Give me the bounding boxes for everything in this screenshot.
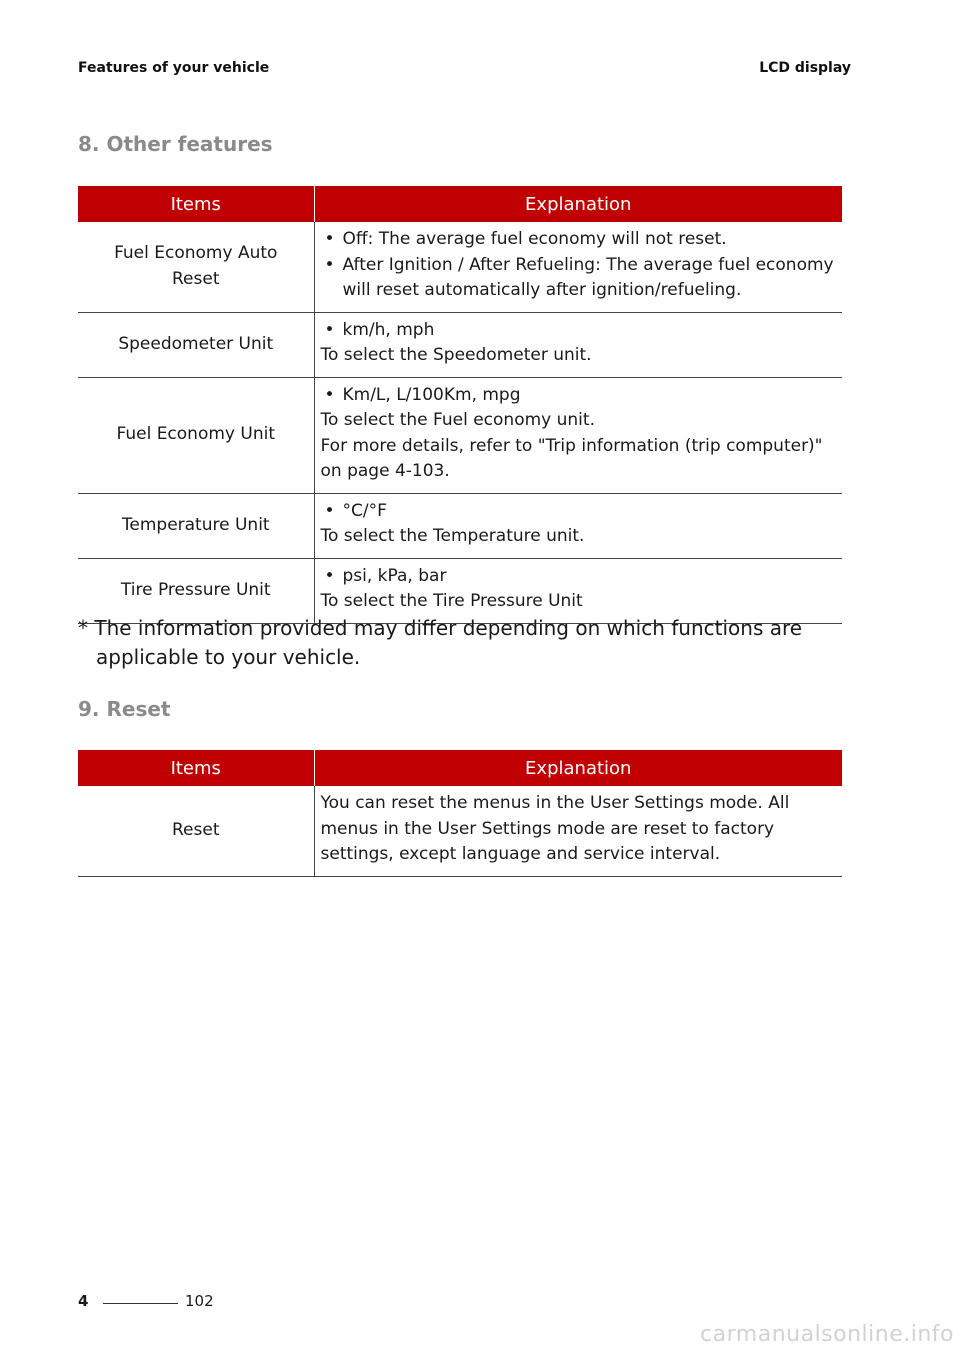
row-item-label: Speedometer Unit	[78, 312, 314, 377]
column-header-explanation: Explanation	[314, 750, 842, 786]
explanation-line: • °C/°F	[321, 499, 837, 525]
section-title-reset: 9. Reset	[78, 697, 171, 721]
explanation-line: To select the Temperature unit.	[320, 526, 585, 546]
page-number: 102	[185, 1292, 214, 1310]
header-section-title: Features of your vehicle	[78, 60, 270, 76]
column-header-items: Items	[78, 186, 314, 222]
explanation-line: • After Ignition / After Refueling: The average fuel economy will reset automatically after ignition/refueling.	[321, 253, 837, 304]
column-header-explanation: Explanation	[314, 186, 842, 222]
row-item-label: Reset	[78, 786, 314, 876]
row-explanation	[314, 222, 842, 312]
column-header-items: Items	[78, 750, 314, 786]
row-explanation	[314, 377, 842, 493]
row-item-label: Fuel Economy Auto Reset	[78, 222, 314, 312]
applicability-note: * The information provided may differ depending on which functions are applicable to your vehicle.	[78, 616, 803, 669]
footer-divider	[103, 1303, 178, 1304]
row-item-label: Tire Pressure Unit	[78, 558, 314, 623]
explanation-line: • Km/L, L/100Km, mpg	[321, 383, 837, 409]
reset-table	[78, 750, 842, 877]
row-explanation	[314, 312, 842, 377]
table-row	[78, 312, 842, 377]
table-row	[78, 377, 842, 493]
explanation-line: • psi, kPa, bar	[321, 564, 837, 590]
section-title-other-features: 8. Other features	[78, 132, 273, 156]
explanation-line: To select the Tire Pressure Unit	[320, 591, 583, 611]
explanation-line: For more details, refer to "Trip information (trip computer)" on page 4-103.	[320, 435, 823, 481]
explanation-line: • Off: The average fuel economy will not reset.	[321, 227, 837, 253]
explanation-line: • km/h, mph	[321, 318, 837, 344]
table-row	[78, 493, 842, 558]
header-page-topic: LCD display	[759, 60, 851, 76]
chapter-number: 4	[78, 1292, 89, 1310]
explanation-line: To select the Speedometer unit.	[320, 345, 592, 365]
watermark-text: carmanualsonline.info	[700, 1322, 954, 1347]
explanation-line: You can reset the menus in the User Settings mode. All menus in the User Settings mode are reset to factory settings, except language and service interval.	[320, 793, 790, 864]
explanation-line: To select the Fuel economy unit.	[320, 410, 595, 430]
row-explanation	[314, 786, 842, 876]
other-features-table	[78, 186, 842, 624]
row-explanation	[314, 493, 842, 558]
row-item-label: Fuel Economy Unit	[78, 377, 314, 493]
table-row	[78, 786, 842, 876]
table-row	[78, 222, 842, 312]
row-item-label: Temperature Unit	[78, 493, 314, 558]
